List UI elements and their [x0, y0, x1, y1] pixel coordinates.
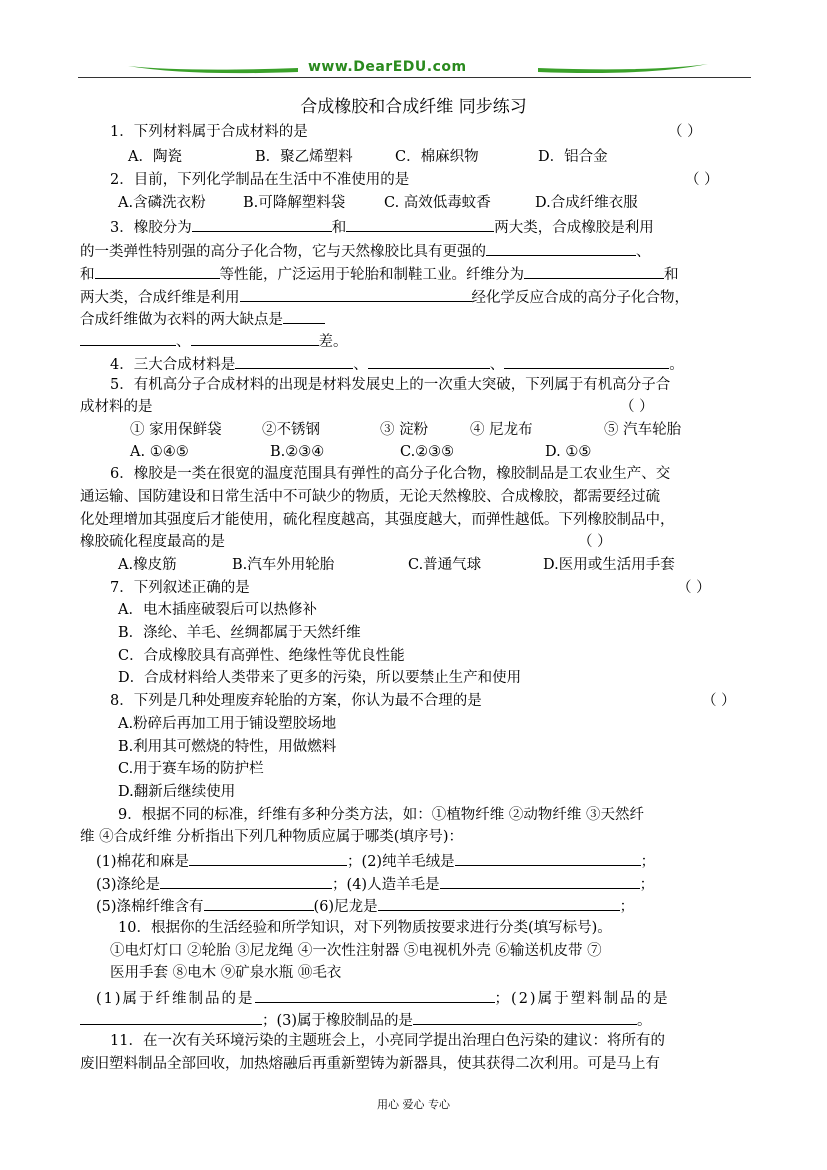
- q9-line-4: (3)涤纶是 ；(4)人造羊毛是 ；: [96, 873, 654, 895]
- page-title: 合成橡胶和合成纤维 同步练习: [300, 97, 527, 117]
- q9-blank-5[interactable]: [204, 895, 314, 911]
- q2-option-c: C. 高效低毒蚊香: [384, 195, 491, 211]
- q4-blank-2[interactable]: [368, 353, 490, 369]
- q2-option-a: A.含磷洗衣粉: [118, 195, 206, 211]
- q6-option-c: C.普通气球: [408, 557, 482, 573]
- q7-stem: 7．下列叙述正确的是: [110, 580, 250, 596]
- q1-option-c: C．棉麻织物: [395, 149, 479, 165]
- q5-item-5: ⑤ 汽车轮胎: [604, 422, 682, 438]
- q3-blank-3[interactable]: [486, 240, 636, 256]
- q8-option-a: A.粉碎后再加工用于铺设塑胶场地: [118, 716, 337, 732]
- q1-option-d: D．铝合金: [538, 149, 608, 165]
- q6-line-2: 通运输、国防建设和日常生活中不可缺少的物质，无论天然橡胶、合成橡胶，都需要经过硫: [80, 489, 660, 505]
- q7-answer-paren: （ ）: [677, 580, 711, 596]
- q10-line-3: 医用手套 ⑧电木 ⑨矿泉水瓶 ⑩毛衣: [110, 965, 342, 981]
- q4-blank-3[interactable]: [504, 353, 669, 369]
- q8-option-d: D.翻新后继续使用: [118, 784, 236, 800]
- q3-blank-6[interactable]: [240, 286, 472, 302]
- q8-option-b: B.利用其可燃烧的特性，用做燃料: [118, 739, 337, 755]
- q6-line-1: 6．橡胶是一类在很宽的温度范围具有弹性的高分子化合物，橡胶制品是工农业生产、交: [110, 466, 671, 482]
- q9-blank-4[interactable]: [440, 873, 640, 889]
- q9-blank-3[interactable]: [160, 873, 332, 889]
- q6-option-d: D.医用或生活用手套: [543, 557, 675, 573]
- q5-item-2: ②不锈钢: [262, 422, 320, 438]
- q1-option-b: B．聚乙烯塑料: [255, 149, 353, 165]
- q3-line-3: 和 等性能，广泛运用于轮胎和制鞋工业。纤维分为 和: [80, 263, 679, 285]
- q7-option-a: A．电木插座破裂后可以热修补: [118, 602, 317, 618]
- q5-item-4: ④ 尼龙布: [470, 422, 533, 438]
- q2-answer-paren: （ ）: [685, 172, 719, 188]
- q3-blank-4[interactable]: [95, 263, 220, 279]
- q10-blank-3[interactable]: [413, 1009, 637, 1025]
- q6-option-b: B.汽车外用轮胎: [232, 557, 335, 573]
- q8-answer-paren: （ ）: [702, 693, 736, 709]
- q5-line-2: 成材料的是: [80, 399, 153, 415]
- site-logo: www.DearEDU.com: [308, 59, 467, 75]
- q8-option-c: C.用于赛车场的防护栏: [118, 761, 264, 777]
- q5-option-a: A. ①④⑤: [130, 444, 189, 460]
- q5-answer-paren: （ ）: [620, 399, 654, 415]
- q10-line-5: ；(3)属于橡胶制品的是 。: [80, 1009, 652, 1031]
- q3-line-5: 合成纤维做为衣料的两大缺点是: [80, 308, 325, 330]
- q9-blank-1[interactable]: [189, 850, 347, 866]
- q3-line-1: 3．橡胶分为 和 两大类，合成橡胶是利用: [110, 216, 654, 238]
- q8-stem: 8．下列是几种处理废弃轮胎的方案，你认为最不合理的是: [110, 693, 482, 709]
- q1-option-a: A．陶瓷: [128, 149, 182, 165]
- q6-line-3: 化处理增加其强度后才能使用，硫化程度越高，其强度越大，而弹性越低。下列橡胶制品中，: [80, 512, 675, 528]
- q10-line-1: 10．根据你的生活经验和所学知识，对下列物质按要求进行分类(填写标号)。: [118, 920, 612, 936]
- q1-answer-paren: （ ）: [668, 124, 702, 140]
- q3-blank-5[interactable]: [524, 263, 664, 279]
- q9-line-1: 9．根据不同的标准，纤维有多种分类方法，如：①植物纤维 ②动物纤维 ③天然纤: [118, 807, 644, 823]
- q4-line: 4．三大合成材料是 、 、 。: [110, 353, 684, 375]
- q9-blank-2[interactable]: [455, 850, 641, 866]
- q9-line-2: 维 ④合成纤维 分析指出下列几种物质应属于哪类(填序号)：: [80, 829, 464, 845]
- q7-option-b: B．涤纶、羊毛、丝绸都属于天然纤维: [118, 625, 361, 641]
- header-rule: [78, 77, 751, 78]
- page-header: [78, 58, 751, 80]
- q3-blank-7[interactable]: [283, 308, 325, 324]
- q6-answer-paren: （ ）: [578, 534, 612, 550]
- q2-option-b: B.可降解塑料袋: [243, 195, 346, 211]
- q5-item-1: ① 家用保鲜袋: [130, 422, 222, 438]
- q5-item-3: ③ 淀粉: [380, 422, 429, 438]
- q11-line-1: 11．在一次有关环境污染的主题班会上，小亮同学提出治理白色污染的建议：将所有的: [110, 1033, 665, 1049]
- q3-line-2: 的一类弹性特别强的高分子化合物，它与天然橡胶比具有更强的 、: [80, 240, 651, 262]
- q10-line-4: (1)属于纤维制品的是 ；(2)属于塑料制品的是: [96, 987, 670, 1009]
- q5-option-b: B.②③④: [270, 444, 325, 460]
- q10-blank-1[interactable]: [255, 987, 495, 1003]
- q9-blank-6[interactable]: [378, 895, 620, 911]
- q10-line-2: ①电灯灯口 ②轮胎 ③尼龙绳 ④一次性注射器 ⑤电视机外壳 ⑥输送机皮带 ⑦: [110, 943, 602, 959]
- q7-option-c: C．合成橡胶具有高弹性、绝缘性等优良性能: [118, 648, 405, 664]
- q10-blank-2[interactable]: [80, 1009, 262, 1025]
- q5-line-1: 5．有机高分子合成材料的出现是材料发展史上的一次重大突破，下列属于有机高分子合: [110, 377, 671, 393]
- q1-stem: 1．下列材料属于合成材料的是: [110, 124, 308, 140]
- q4-blank-1[interactable]: [235, 353, 353, 369]
- q2-stem: 2．目前，下列化学制品在生活中不准使用的是: [110, 172, 410, 188]
- q9-line-3: (1)棉花和麻是 ；(2)纯羊毛绒是 ；: [96, 850, 655, 872]
- page-footer: 用心 爱心 专心: [377, 1098, 450, 1111]
- q3-blank-9[interactable]: [191, 330, 319, 346]
- q3-blank-2[interactable]: [346, 216, 494, 232]
- q7-option-d: D．合成材料给人类带来了更多的污染，所以要禁止生产和使用: [118, 670, 522, 686]
- q9-line-5: (5)涤棉纤维含有 (6)尼龙是 ；: [96, 895, 634, 917]
- q6-line-4: 橡胶硫化程度最高的是: [80, 534, 225, 550]
- q6-option-a: A.橡皮筋: [118, 557, 177, 573]
- q3-line-4: 两大类，合成纤维是利用 经化学反应合成的高分子化合物，: [80, 286, 689, 308]
- q3-blank-1[interactable]: [192, 216, 332, 232]
- q11-line-2: 废旧塑料制品全部回收，加热熔融后再重新塑铸为新器具，使其获得二次利用。可是马上有: [80, 1056, 660, 1072]
- q5-option-d: D. ①⑤: [545, 444, 592, 460]
- q2-option-d: D.合成纤维衣服: [535, 195, 638, 211]
- q3-line-6: 、 差。: [80, 330, 348, 352]
- q3-blank-8[interactable]: [80, 330, 176, 346]
- q5-option-c: C.②③⑤: [400, 444, 455, 460]
